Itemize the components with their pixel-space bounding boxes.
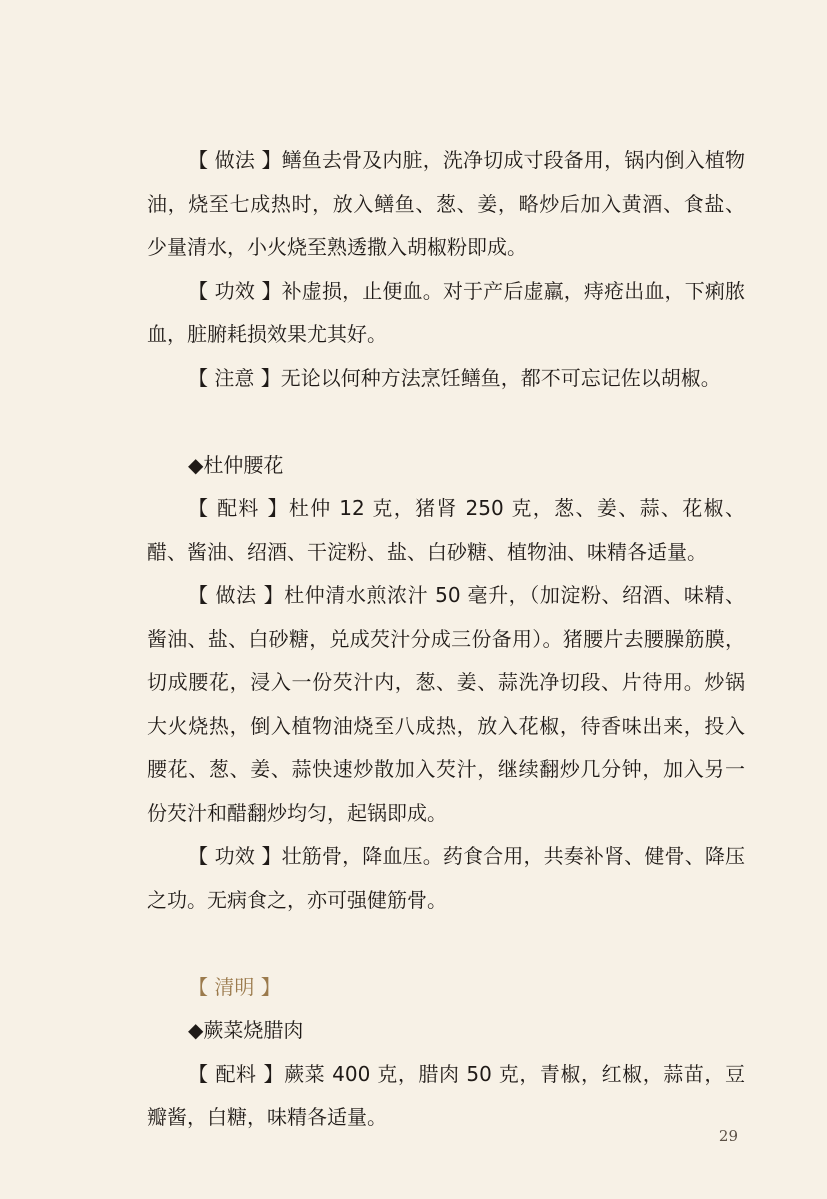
method-label-2: 【 做法 】 — [188, 583, 285, 607]
method-paragraph-1 — [147, 139, 745, 270]
note-label: 【 注意 】 — [188, 365, 281, 390]
method-paragraph-2 — [147, 574, 745, 835]
page-number: 29 — [718, 1127, 738, 1145]
note-paragraph — [147, 357, 745, 401]
note-text: 无论以何种方法烹饪鳝鱼，都不可忘记佐以胡椒。 — [280, 365, 721, 390]
effect-paragraph-2 — [147, 835, 745, 922]
method-text-2: 杜仲清水煎浓汁 50 毫升，（加淀粉、绍酒、味精、酱油、盐、白砂糖，兑成芡汁分成三份备用）。猪腰片去腰臊筋膜，切成腰花，浸入一份芡汁内，葱、姜、蒜洗净切段、片待用。炒锅大火烧热，倒入植物油烧至八成热，放入花椒，待香味出来，投入腰花、葱、姜、蒜快速炒散加入芡汁，继续翻炒几分钟，加入另一份芡汁和醋翻炒均匀，起锅即成。 — [147, 583, 745, 825]
spacer — [147, 400, 745, 444]
ingredients-paragraph-1 — [147, 487, 745, 574]
section-title-qingming: 【 清明 】 — [188, 974, 281, 999]
effect-label-2: 【 功效 】 — [188, 844, 282, 868]
recipe-title-duzhong: ◆杜仲腰花 — [188, 452, 284, 477]
page-content — [147, 139, 745, 1140]
ingredients-text: 杜仲 12 克，猪肾 250 克，葱、姜、蒜、花椒、醋、酱油、绍酒、干淀粉、盐、白砂糖、植物油、味精各适量。 — [147, 496, 745, 564]
effect-paragraph-1 — [147, 270, 745, 357]
method-text: 鳝鱼去骨及内脏，洗净切成寸段备用，锅内倒入植物油，烧至七成热时，放入鳝鱼、葱、姜，略炒后加入黄酒、食盐、少量清水，小火烧至熟透撒入胡椒粉即成。 — [147, 148, 746, 259]
effect-text-2: 壮筋骨，降血压。药食合用，共奏补肾、健骨、降压之功。无病食之，亦可强健筋骨。 — [147, 844, 746, 912]
ingredients-label-2: 【 配料 】 — [188, 1061, 285, 1086]
effect-text: 补虚损，止便血。对于产后虚羸，痔疮出血，下痢脓血，脏腑耗损效果尤其好。 — [147, 278, 746, 346]
ingredients-paragraph-2 — [147, 1053, 745, 1140]
recipe-title-juecai: ◆蕨菜烧腊肉 — [188, 1018, 304, 1042]
method-label: 【 做法 】 — [188, 148, 282, 172]
ingredients-label: 【 配料 】 — [188, 496, 289, 520]
spacer-2 — [147, 922, 745, 966]
ingredients-text-2: 蕨菜 400 克，腊肉 50 克，青椒，红椒，蒜苗，豆瓣酱，白糖，味精各适量。 — [147, 1061, 745, 1129]
effect-label: 【 功效 】 — [188, 278, 282, 303]
